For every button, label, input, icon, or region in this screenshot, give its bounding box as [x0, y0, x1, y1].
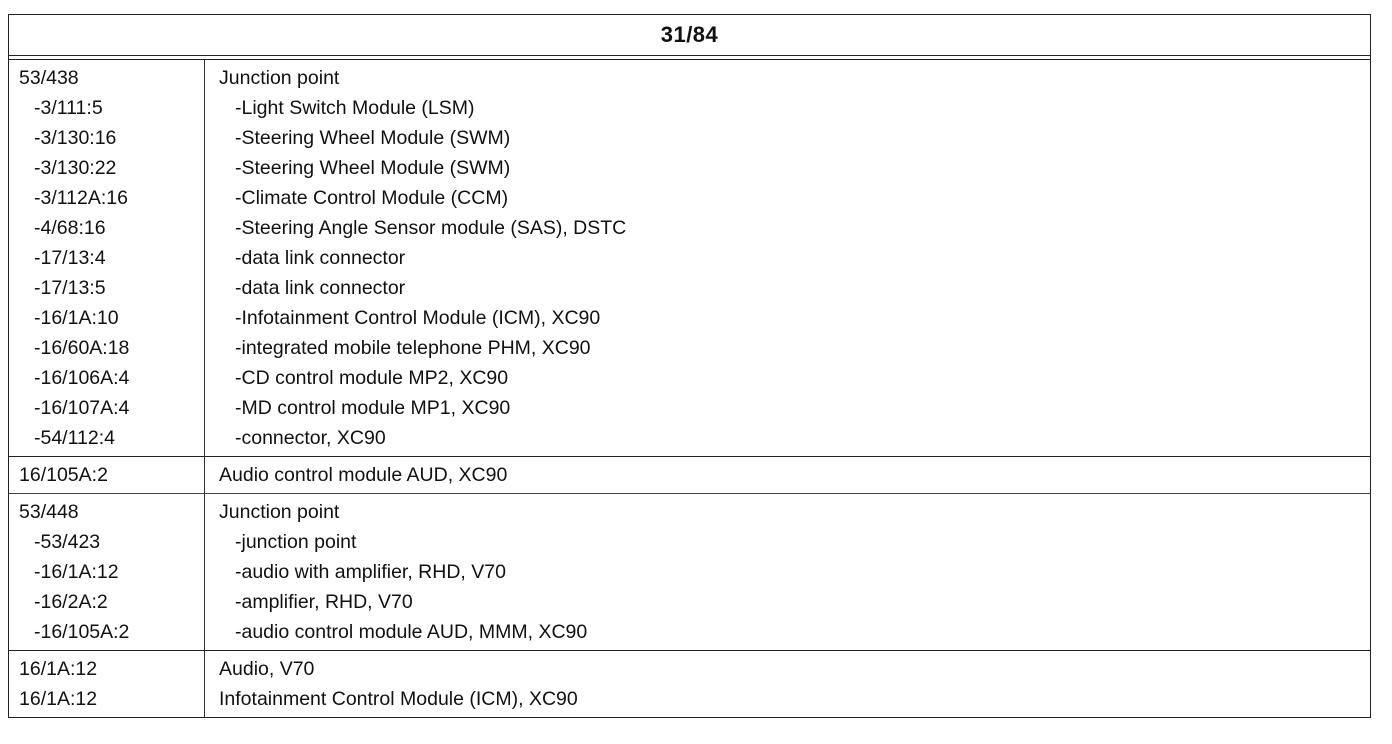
connector-table — [8, 14, 1371, 718]
item-code: -54/112:4 — [34, 427, 115, 449]
row-description: Infotainment Control Module (ICM), XC90 — [219, 688, 578, 710]
item-description: -junction point — [235, 531, 357, 553]
table-group-53-438 — [9, 60, 1370, 457]
item-description: -connector, XC90 — [235, 427, 386, 449]
group-description: Junction point — [219, 67, 340, 89]
row-code: 16/1A:12 — [19, 688, 98, 710]
item-code: -3/130:16 — [34, 127, 117, 149]
table-group-16-105a-2 — [9, 457, 1370, 494]
item-description: -Climate Control Module (CCM) — [235, 187, 509, 209]
group-code: 53/448 — [19, 501, 79, 523]
item-code: -3/130:22 — [34, 157, 117, 179]
group-code: 16/105A:2 — [19, 464, 108, 486]
description-column — [205, 494, 1370, 650]
code-column — [9, 651, 205, 717]
code-column — [9, 60, 205, 456]
item-description: -MD control module MP1, XC90 — [235, 397, 511, 419]
item-description: -integrated mobile telephone PHM, XC90 — [235, 337, 591, 359]
group-description: Junction point — [219, 501, 340, 523]
item-code: -4/68:16 — [34, 217, 106, 239]
code-column — [9, 494, 205, 650]
item-description: -audio with amplifier, RHD, V70 — [235, 561, 506, 583]
item-description: -Infotainment Control Module (ICM), XC90 — [235, 307, 601, 329]
item-code: -16/1A:12 — [34, 561, 119, 583]
item-description: -CD control module MP2, XC90 — [235, 367, 509, 389]
item-description: -Steering Angle Sensor module (SAS), DSTC — [235, 217, 627, 239]
item-code: -16/60A:18 — [34, 337, 130, 359]
item-code: -16/107A:4 — [34, 397, 130, 419]
table-group-53-448 — [9, 494, 1370, 651]
item-code: -16/1A:10 — [34, 307, 119, 329]
item-description: -Steering Wheel Module (SWM) — [235, 127, 511, 149]
item-description: -Steering Wheel Module (SWM) — [235, 157, 511, 179]
item-description: -amplifier, RHD, V70 — [235, 591, 413, 613]
group-code: 53/438 — [19, 67, 79, 89]
item-code: -16/2A:2 — [34, 591, 108, 613]
item-code: -53/423 — [34, 531, 101, 553]
item-code: -16/105A:2 — [34, 621, 130, 643]
description-column — [205, 651, 1370, 717]
item-description: -audio control module AUD, MMM, XC90 — [235, 621, 588, 643]
row-description: Audio, V70 — [219, 658, 315, 680]
item-code: -17/13:4 — [34, 247, 106, 269]
group-description: Audio control module AUD, XC90 — [219, 464, 508, 486]
item-description: -data link connector — [235, 247, 406, 269]
item-code: -17/13:5 — [34, 277, 106, 299]
item-code: -16/106A:4 — [34, 367, 130, 389]
table-group-16-1a-12 — [9, 651, 1370, 717]
description-column — [205, 457, 1370, 493]
item-description: -data link connector — [235, 277, 406, 299]
item-code: -3/112A:16 — [34, 187, 128, 209]
code-column — [9, 457, 205, 493]
row-code: 16/1A:12 — [19, 658, 98, 680]
page-title: 31/84 — [9, 15, 1370, 56]
item-code: -3/111:5 — [34, 97, 103, 119]
description-column — [205, 60, 1370, 456]
item-description: -Light Switch Module (LSM) — [235, 97, 475, 119]
